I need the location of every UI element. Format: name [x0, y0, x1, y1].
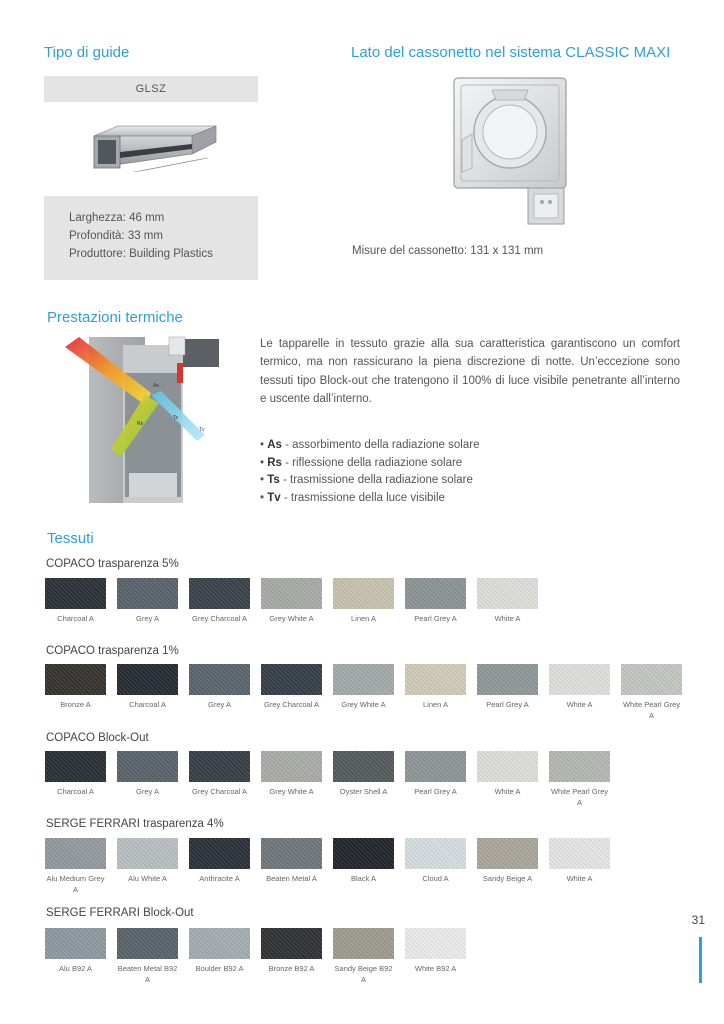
fabric-swatch-name: Bronze A: [60, 700, 91, 709]
fabric-swatch-name: Anthracite A: [199, 874, 240, 883]
fabric-swatch-color: [405, 751, 466, 782]
fabric-swatch-name: Linen A: [350, 614, 377, 623]
box-side-title: Lato del cassonetto nel sistema CLASSIC MAXI: [351, 44, 671, 61]
bullet-item: • Ts - trasmissione della radiazione solare: [260, 474, 473, 486]
fabric-swatch-name: Charcoal A: [129, 700, 166, 709]
fabric-swatch: [549, 751, 610, 808]
fabric-swatch-color: [477, 838, 538, 869]
page-number: 31: [691, 913, 705, 927]
fabric-swatch-name: Charcoal A: [57, 614, 94, 623]
fabric-swatch-color: [333, 578, 394, 609]
fabric-swatch-color: [333, 928, 394, 959]
fabric-swatch-name: Sandy Beige A: [482, 874, 533, 883]
fabric-swatch-color: [261, 578, 322, 609]
fabric-swatch-name: Bronze B92 A: [268, 964, 315, 973]
spec-manufacturer: Produttore: Building Plastics: [69, 248, 213, 260]
fabric-swatch-color: [261, 751, 322, 782]
bullet-desc: - trasmissione della luce visibile: [280, 491, 445, 504]
fabric-swatch-row: [45, 751, 610, 808]
fabric-swatch: [405, 578, 466, 624]
bullet-term: As: [267, 439, 282, 451]
fabric-swatch-color: [621, 664, 682, 695]
fabric-section-title: SERGE FERRARI trasparenza 4%: [46, 818, 224, 830]
fabric-swatch: [117, 928, 178, 985]
bullet-desc: - assorbimento della radiazione solare: [281, 439, 480, 451]
label-rs: Rs: [137, 421, 144, 427]
fabric-swatch-color: [405, 838, 466, 869]
thermal-title: Prestazioni termiche: [47, 309, 183, 326]
fabric-swatch-color: [405, 928, 466, 959]
fabric-swatch: [405, 664, 466, 721]
fabric-swatch: [405, 751, 466, 808]
fabric-swatch-color: [117, 751, 178, 782]
box-measure-text: Misure del cassonetto: 131 x 131 mm: [352, 245, 544, 257]
fabric-swatch-color: [477, 664, 538, 695]
fabric-swatch-color: [405, 578, 466, 609]
fabric-swatch-name: Grey A: [136, 614, 159, 623]
fabric-swatch-name: Beaten Metal B92 A: [117, 964, 178, 984]
fabric-swatch: [189, 928, 250, 985]
fabric-swatch-name: White A: [566, 700, 593, 709]
fabric-swatch-color: [117, 664, 178, 695]
fabric-swatch: [549, 664, 610, 721]
fabric-swatch: [261, 664, 322, 721]
fabric-swatch: [189, 751, 250, 808]
fabric-swatch-name: Grey Charcoal A: [191, 787, 248, 796]
fabric-swatch-name: Beaten Metal A: [266, 874, 317, 883]
fabric-section-title: COPACO Block-Out: [46, 732, 149, 744]
fabric-swatch-name: White A: [566, 874, 593, 883]
spec-width: Larghezza: 46 mm: [69, 212, 165, 224]
bullet-term: Rs: [267, 456, 282, 469]
fabric-swatch-name: Alu White A: [128, 874, 167, 883]
fabric-swatch-color: [333, 751, 394, 782]
fabric-swatch-name: Oyster Shell A: [339, 787, 388, 796]
fabric-swatch: [405, 838, 466, 895]
fabric-swatch: [45, 928, 106, 985]
fabric-swatch-color: [189, 928, 250, 959]
fabric-swatch-name: White B92 A: [414, 964, 457, 973]
fabric-swatch: [477, 751, 538, 808]
fabric-swatch-color: [549, 751, 610, 782]
fabric-swatch-name: Grey A: [136, 787, 159, 796]
fabric-section-title: COPACO trasparenza 5%: [46, 558, 179, 570]
guide-profile-image: [86, 122, 220, 184]
fabric-swatch-name: Charcoal A: [57, 787, 94, 796]
guide-model-label: GLSZ: [44, 76, 258, 102]
fabric-swatch-color: [189, 751, 250, 782]
fabric-swatch: [117, 751, 178, 808]
fabric-swatch-row: [45, 838, 610, 895]
guide-specs-box: [44, 196, 258, 280]
fabric-swatch-color: [117, 928, 178, 959]
fabric-swatch: [333, 751, 394, 808]
fabric-swatch: [333, 928, 394, 985]
fabric-swatch-color: [189, 578, 250, 609]
fabric-swatch: [261, 928, 322, 985]
fabric-swatch-row: [45, 928, 466, 985]
fabric-swatch-color: [45, 928, 106, 959]
fabric-swatch: [45, 838, 106, 895]
fabric-swatch-name: Grey White A: [269, 787, 314, 796]
fabric-swatch-color: [45, 838, 106, 869]
fabric-swatch-color: [549, 838, 610, 869]
thermal-bullets: [260, 437, 680, 507]
bullet-desc: - riflessione della radiazione solare: [281, 456, 463, 469]
fabric-swatch-name: Alu Medium Grey A: [46, 874, 105, 894]
fabrics-title: Tessuti: [47, 530, 94, 547]
fabric-swatch-color: [117, 578, 178, 609]
fabric-swatch-name: Alu B92 A: [59, 964, 92, 973]
fabric-swatch-color: [45, 751, 106, 782]
fabric-swatch: [621, 664, 682, 721]
fabric-swatch-row: [45, 578, 538, 624]
fabric-swatch-name: Sandy Beige B92 A: [334, 964, 393, 984]
fabric-swatch-color: [477, 578, 538, 609]
bullet-term: Ts: [267, 474, 280, 486]
fabric-swatch: [117, 838, 178, 895]
spec-depth: Profondità: 33 mm: [69, 230, 163, 242]
label-ts: Ts: [173, 415, 178, 421]
fabric-swatch-name: Cloud A: [422, 874, 449, 883]
fabric-swatch-name: White A: [494, 787, 521, 796]
fabric-swatch: [261, 751, 322, 808]
fabric-swatch-color: [45, 664, 106, 695]
fabric-swatch: [189, 578, 250, 624]
fabric-swatch-color: [549, 664, 610, 695]
fabric-swatch-name: Pearl Grey A: [414, 787, 457, 796]
fabric-swatch-color: [189, 664, 250, 695]
bullet-desc: - trasmissione della radiazione solare: [279, 474, 473, 486]
fabric-swatch-name: Linen A: [422, 700, 449, 709]
fabric-swatch: [117, 664, 178, 721]
fabric-swatch-name: Black A: [350, 874, 376, 883]
fabric-swatch: [477, 578, 538, 624]
fabric-swatch-name: White Pearl Grey A: [550, 787, 609, 807]
box-side-image: [452, 76, 570, 226]
fabric-swatch: [477, 664, 538, 721]
fabric-swatch: [333, 664, 394, 721]
guides-title: Tipo di guide: [44, 44, 130, 61]
fabric-swatch-color: [261, 838, 322, 869]
fabric-swatch-name: Grey Charcoal A: [263, 700, 320, 709]
fabric-swatch: [405, 928, 466, 985]
fabric-swatch: [45, 578, 106, 624]
thermal-diagram-image: [65, 333, 225, 505]
fabric-swatch-name: Grey A: [208, 700, 231, 709]
fabric-swatch: [189, 838, 250, 895]
fabric-swatch-name: White A: [494, 614, 521, 623]
fabric-swatch-color: [333, 664, 394, 695]
fabric-swatch-name: Grey White A: [341, 700, 386, 709]
fabric-swatch-color: [333, 838, 394, 869]
fabric-swatch: [117, 578, 178, 624]
fabric-swatch: [477, 838, 538, 895]
fabric-swatch-name: Boulder B92 A: [195, 964, 244, 973]
fabric-swatch-color: [405, 664, 466, 695]
fabric-swatch: [189, 664, 250, 721]
fabric-swatch: [549, 838, 610, 895]
fabric-swatch-color: [189, 838, 250, 869]
bullet-item: • Tv - trasmissione della luce visibile: [260, 491, 445, 504]
fabric-swatch-color: [477, 751, 538, 782]
fabric-swatch-color: [261, 928, 322, 959]
label-as: As: [153, 383, 159, 389]
fabric-swatch-color: [117, 838, 178, 869]
fabric-swatch-name: Pearl Grey A: [414, 614, 457, 623]
fabric-swatch: [261, 838, 322, 895]
fabric-swatch-row: [45, 664, 682, 721]
page-accent-bar: [699, 937, 702, 983]
fabric-swatch-color: [45, 578, 106, 609]
fabric-section-title: SERGE FERRARI Block-Out: [46, 907, 194, 919]
fabric-swatch: [261, 578, 322, 624]
fabric-swatch-name: Grey Charcoal A: [191, 614, 248, 623]
thermal-paragraph: Le tapparelle in tessuto grazie alla sua caratteristica garantiscono un comfort termico, ma non rassicurano la piena discrezione di notte. Un’eccezione sono tessuti tipo Block-out che tratengono il 100% di luce visibile penetrante all’interno e uscente dall’interno.: [260, 338, 680, 405]
fabric-swatch: [333, 578, 394, 624]
fabric-swatch: [45, 751, 106, 808]
fabric-swatch-name: Pearl Grey A: [486, 700, 529, 709]
fabric-swatch-name: White Pearl Grey A: [622, 700, 681, 720]
bullet-item: • Rs - riflessione della radiazione solare: [260, 456, 463, 469]
fabric-swatch-name: Grey White A: [269, 614, 314, 623]
bullet-term: Tv: [267, 491, 281, 504]
label-tv: Tv: [199, 427, 205, 433]
fabric-swatch-color: [261, 664, 322, 695]
fabric-section-title: COPACO trasparenza 1%: [46, 645, 179, 657]
bullet-item: • As - assorbimento della radiazione solare: [260, 439, 480, 451]
fabric-swatch: [45, 664, 106, 721]
fabric-swatch: [333, 838, 394, 895]
